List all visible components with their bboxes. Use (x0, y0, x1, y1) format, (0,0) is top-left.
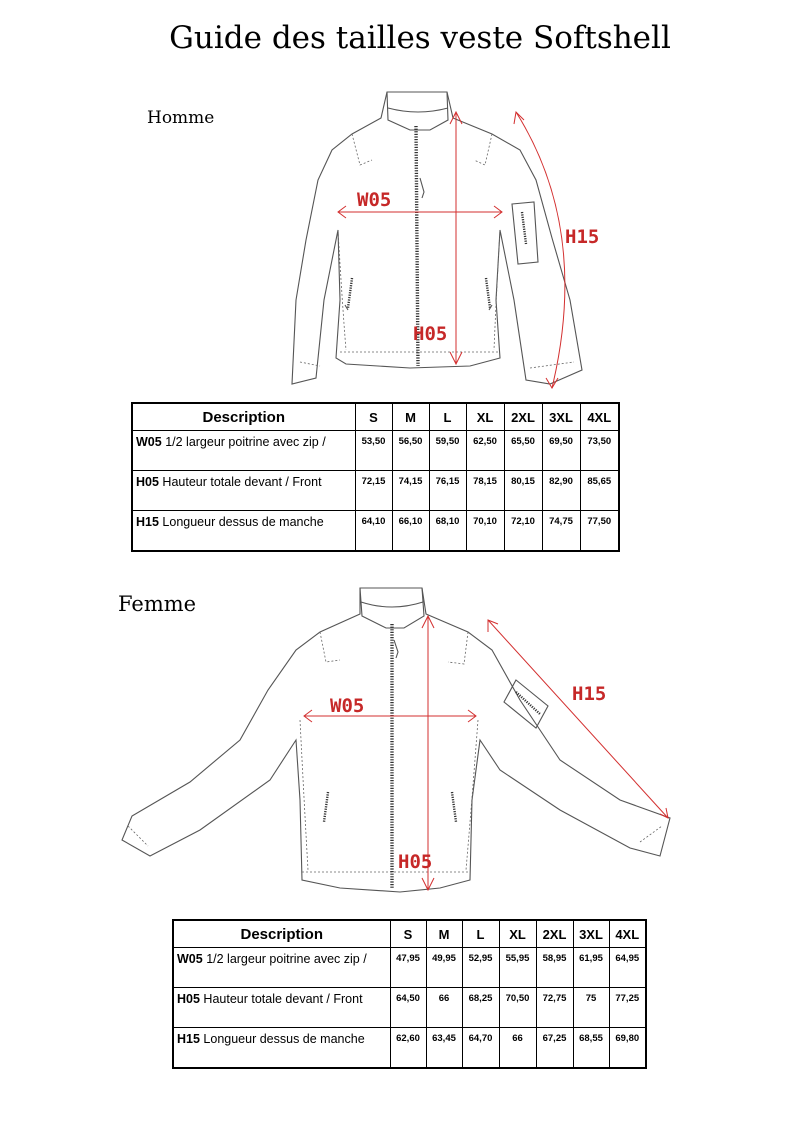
measure-text: Longueur dessus de manche (162, 515, 324, 529)
table-cell: 69,80 (609, 1028, 646, 1069)
table-cell: 58,95 (536, 948, 573, 988)
table-cell: 66 (499, 1028, 536, 1069)
h05-label-homme: H05 (413, 323, 448, 345)
header-size: L (462, 920, 499, 948)
table-cell: 74,75 (542, 511, 580, 552)
table-cell: 64,95 (609, 948, 646, 988)
h15-label-homme: H15 (565, 226, 600, 248)
table-header-row (173, 920, 646, 948)
measure-code: W05 (177, 952, 203, 966)
table-cell: 75 (573, 988, 609, 1028)
table-cell: 62,60 (390, 1028, 426, 1069)
table-cell: 66,10 (392, 511, 429, 552)
table-row (132, 471, 619, 511)
measure-code: W05 (136, 435, 162, 449)
header-size: M (392, 403, 429, 431)
table-cell: 63,45 (426, 1028, 462, 1069)
header-size: XL (499, 920, 536, 948)
measure-code: H05 (177, 992, 200, 1006)
table-cell: 72,75 (536, 988, 573, 1028)
header-size: 3XL (573, 920, 609, 948)
table-cell: 61,95 (573, 948, 609, 988)
table-row (132, 511, 619, 552)
section-label-homme: Homme (147, 108, 215, 128)
table-cell: 85,65 (580, 471, 619, 511)
jacket-illustration-femme (118, 578, 688, 896)
page-title: Guide des tailles veste Softshell (169, 20, 671, 56)
table-cell: 68,10 (429, 511, 466, 552)
measure-text: Hauteur totale devant / Front (203, 992, 363, 1006)
table-cell: 73,50 (580, 431, 619, 471)
table-cell: 74,15 (392, 471, 429, 511)
table-cell: 72,10 (504, 511, 542, 552)
header-size: M (426, 920, 462, 948)
header-description: Description (132, 403, 355, 431)
header-size: 3XL (542, 403, 580, 431)
size-table-femme (172, 919, 647, 1069)
table-cell: 47,95 (390, 948, 426, 988)
header-size: 4XL (609, 920, 646, 948)
row-description (132, 471, 355, 511)
table-cell: 72,15 (355, 471, 392, 511)
table-cell: 66 (426, 988, 462, 1028)
row-description (132, 431, 355, 471)
size-table-homme (131, 402, 620, 552)
h15-label-femme: H15 (572, 683, 607, 705)
table-cell: 49,95 (426, 948, 462, 988)
table-header-row (132, 403, 619, 431)
table-row (132, 431, 619, 471)
jacket-illustration-homme (290, 80, 620, 400)
table-cell: 76,15 (429, 471, 466, 511)
table-cell: 65,50 (504, 431, 542, 471)
table-cell: 70,10 (466, 511, 504, 552)
header-size: 4XL (580, 403, 619, 431)
measure-text: Hauteur totale devant / Front (162, 475, 322, 489)
w05-label-homme: W05 (357, 189, 392, 211)
row-description (173, 988, 390, 1028)
table-cell: 59,50 (429, 431, 466, 471)
table-cell: 68,55 (573, 1028, 609, 1069)
w05-label-femme: W05 (330, 695, 365, 717)
header-description: Description (173, 920, 390, 948)
table-row (173, 1028, 646, 1069)
measure-code: H05 (136, 475, 159, 489)
row-description (132, 511, 355, 552)
row-description (173, 1028, 390, 1069)
header-size: 2XL (504, 403, 542, 431)
measure-text: 1/2 largeur poitrine avec zip / (206, 952, 367, 966)
table-cell: 77,25 (609, 988, 646, 1028)
header-size: S (355, 403, 392, 431)
measure-code: H15 (177, 1032, 200, 1046)
table-cell: 56,50 (392, 431, 429, 471)
table-cell: 64,50 (390, 988, 426, 1028)
table-cell: 70,50 (499, 988, 536, 1028)
header-size: 2XL (536, 920, 573, 948)
measure-text: Longueur dessus de manche (203, 1032, 365, 1046)
table-cell: 53,50 (355, 431, 392, 471)
header-size: L (429, 403, 466, 431)
measure-text: 1/2 largeur poitrine avec zip / (165, 435, 326, 449)
table-cell: 80,15 (504, 471, 542, 511)
table-cell: 52,95 (462, 948, 499, 988)
h05-label-femme: H05 (398, 851, 433, 873)
table-cell: 82,90 (542, 471, 580, 511)
table-cell: 62,50 (466, 431, 504, 471)
row-description (173, 948, 390, 988)
table-cell: 55,95 (499, 948, 536, 988)
table-cell: 77,50 (580, 511, 619, 552)
measure-code: H15 (136, 515, 159, 529)
header-size: XL (466, 403, 504, 431)
section-label-femme: Femme (118, 592, 197, 616)
table-cell: 68,25 (462, 988, 499, 1028)
header-size: S (390, 920, 426, 948)
table-row (173, 988, 646, 1028)
table-cell: 78,15 (466, 471, 504, 511)
table-cell: 69,50 (542, 431, 580, 471)
table-row (173, 948, 646, 988)
table-cell: 67,25 (536, 1028, 573, 1069)
table-cell: 64,10 (355, 511, 392, 552)
table-cell: 64,70 (462, 1028, 499, 1069)
